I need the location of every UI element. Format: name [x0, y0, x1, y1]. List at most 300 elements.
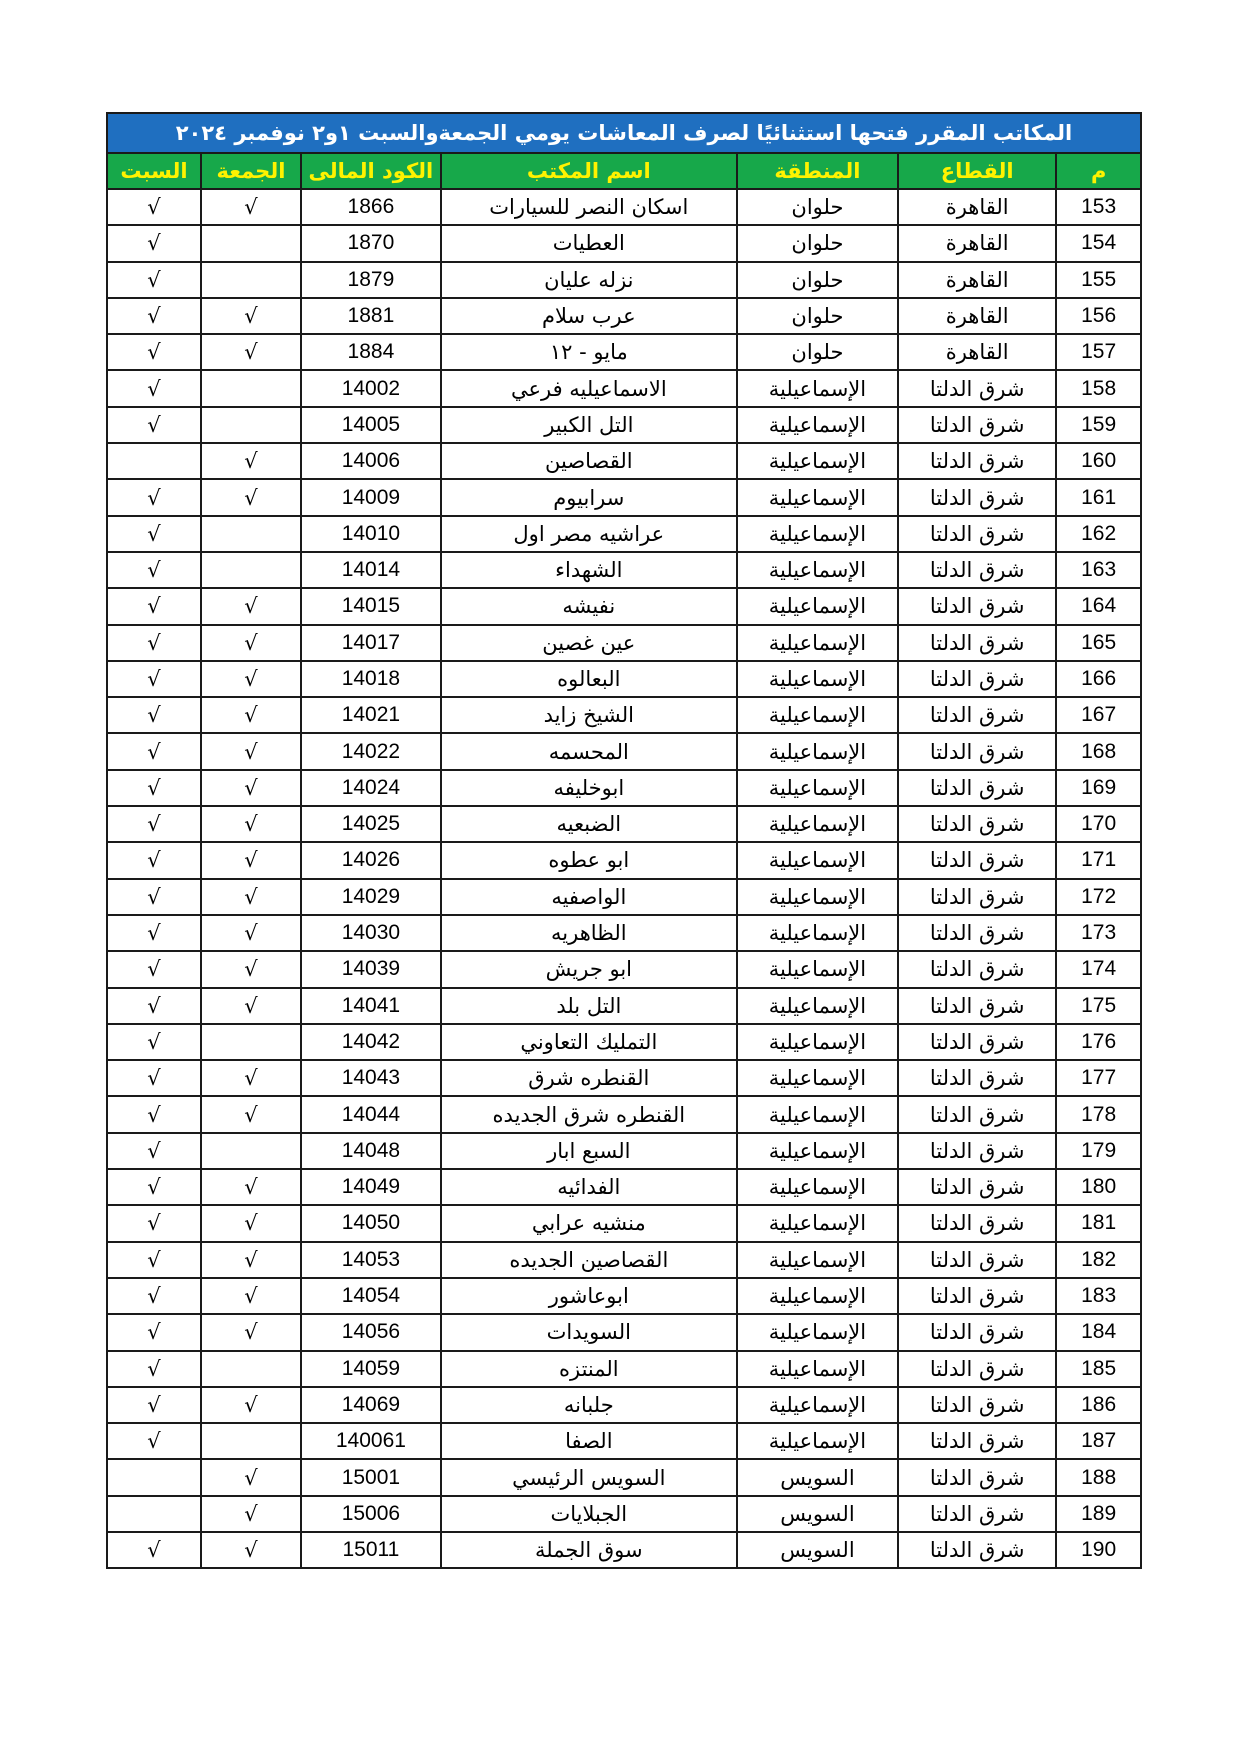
cell-num: 184	[1056, 1314, 1141, 1350]
header-region: المنطقة	[737, 153, 898, 189]
cell-code: 14069	[301, 1387, 441, 1423]
table-row	[107, 334, 1141, 370]
cell-office: البعالوه	[441, 661, 737, 697]
cell-region: الإسماعيلية	[737, 661, 898, 697]
table-row	[107, 225, 1141, 261]
cell-saturday: √	[107, 1532, 201, 1568]
cell-office: نزله عليان	[441, 262, 737, 298]
cell-num: 168	[1056, 733, 1141, 769]
cell-region: حلوان	[737, 334, 898, 370]
cell-saturday: √	[107, 1387, 201, 1423]
table-row	[107, 516, 1141, 552]
cell-office: سوق الجملة	[441, 1532, 737, 1568]
table-title: المكاتب المقرر فتحها استثنائيًا لصرف المعاشات يومي الجمعةوالسبت ١و٢ نوفمبر ٢٠٢٤	[107, 113, 1141, 153]
cell-region: حلوان	[737, 298, 898, 334]
cell-office: المحسمه	[441, 733, 737, 769]
cell-sector: شرق الدلتا	[898, 661, 1056, 697]
header-num: م	[1056, 153, 1141, 189]
cell-code: 14022	[301, 733, 441, 769]
table-row	[107, 1205, 1141, 1241]
cell-sector: شرق الدلتا	[898, 770, 1056, 806]
cell-friday: √	[201, 1459, 301, 1495]
cell-saturday: √	[107, 951, 201, 987]
cell-region: الإسماعيلية	[737, 951, 898, 987]
cell-saturday: √	[107, 588, 201, 624]
table-row	[107, 298, 1141, 334]
cell-office: منشيه عرابي	[441, 1205, 737, 1241]
cell-friday	[201, 262, 301, 298]
cell-region: الإسماعيلية	[737, 842, 898, 878]
cell-num: 165	[1056, 625, 1141, 661]
cell-office: نفيشه	[441, 588, 737, 624]
cell-num: 185	[1056, 1351, 1141, 1387]
cell-code: 14059	[301, 1351, 441, 1387]
cell-saturday: √	[107, 879, 201, 915]
cell-region: الإسماعيلية	[737, 697, 898, 733]
cell-sector: شرق الدلتا	[898, 1133, 1056, 1169]
cell-code: 14044	[301, 1096, 441, 1132]
cell-sector: شرق الدلتا	[898, 697, 1056, 733]
cell-friday: √	[201, 842, 301, 878]
cell-code: 1866	[301, 189, 441, 225]
cell-sector: شرق الدلتا	[898, 988, 1056, 1024]
cell-sector: شرق الدلتا	[898, 951, 1056, 987]
cell-region: حلوان	[737, 225, 898, 261]
cell-saturday: √	[107, 988, 201, 1024]
cell-num: 163	[1056, 552, 1141, 588]
table-row	[107, 189, 1141, 225]
table-row	[107, 1423, 1141, 1459]
cell-num: 167	[1056, 697, 1141, 733]
cell-code: 1884	[301, 334, 441, 370]
cell-num: 180	[1056, 1169, 1141, 1205]
cell-office: السويس الرئيسي	[441, 1459, 737, 1495]
cell-num: 161	[1056, 479, 1141, 515]
cell-office: جلبانه	[441, 1387, 737, 1423]
cell-friday: √	[201, 879, 301, 915]
cell-sector: شرق الدلتا	[898, 625, 1056, 661]
table-row	[107, 733, 1141, 769]
cell-friday	[201, 225, 301, 261]
cell-region: الإسماعيلية	[737, 1024, 898, 1060]
cell-code: 14005	[301, 407, 441, 443]
cell-friday: √	[201, 334, 301, 370]
table-row	[107, 407, 1141, 443]
cell-code: 14053	[301, 1242, 441, 1278]
cell-office: التل الكبير	[441, 407, 737, 443]
cell-saturday: √	[107, 842, 201, 878]
cell-code: 14026	[301, 842, 441, 878]
cell-sector: شرق الدلتا	[898, 879, 1056, 915]
cell-num: 162	[1056, 516, 1141, 552]
table-row	[107, 988, 1141, 1024]
cell-sector: شرق الدلتا	[898, 733, 1056, 769]
cell-num: 153	[1056, 189, 1141, 225]
table-row	[107, 1532, 1141, 1568]
cell-saturday: √	[107, 661, 201, 697]
cell-sector: شرق الدلتا	[898, 370, 1056, 406]
cell-sector: شرق الدلتا	[898, 1459, 1056, 1495]
cell-region: الإسماعيلية	[737, 733, 898, 769]
cell-num: 166	[1056, 661, 1141, 697]
cell-code: 14014	[301, 552, 441, 588]
cell-region: الإسماعيلية	[737, 915, 898, 951]
cell-saturday	[107, 1496, 201, 1532]
cell-friday: √	[201, 988, 301, 1024]
cell-office: المنتزه	[441, 1351, 737, 1387]
table-row	[107, 661, 1141, 697]
cell-saturday: √	[107, 1423, 201, 1459]
cell-region: الإسماعيلية	[737, 1169, 898, 1205]
cell-code: 14006	[301, 443, 441, 479]
cell-sector: شرق الدلتا	[898, 552, 1056, 588]
cell-code: 14049	[301, 1169, 441, 1205]
table-row	[107, 1351, 1141, 1387]
header-sector: القطاع	[898, 153, 1056, 189]
cell-region: الإسماعيلية	[737, 588, 898, 624]
table-row	[107, 443, 1141, 479]
cell-friday: √	[201, 1242, 301, 1278]
cell-num: 176	[1056, 1024, 1141, 1060]
cell-region: الإسماعيلية	[737, 1205, 898, 1241]
cell-friday	[201, 1351, 301, 1387]
cell-friday: √	[201, 1096, 301, 1132]
cell-code: 1881	[301, 298, 441, 334]
cell-office: عرب سلام	[441, 298, 737, 334]
table-row	[107, 1096, 1141, 1132]
cell-sector: شرق الدلتا	[898, 1169, 1056, 1205]
cell-sector: شرق الدلتا	[898, 1387, 1056, 1423]
table-row	[107, 1242, 1141, 1278]
cell-num: 171	[1056, 842, 1141, 878]
cell-saturday: √	[107, 552, 201, 588]
cell-friday: √	[201, 951, 301, 987]
cell-code: 14030	[301, 915, 441, 951]
cell-region: الإسماعيلية	[737, 879, 898, 915]
table-row	[107, 879, 1141, 915]
table-row	[107, 1496, 1141, 1532]
cell-code: 14043	[301, 1060, 441, 1096]
cell-sector: شرق الدلتا	[898, 516, 1056, 552]
cell-region: الإسماعيلية	[737, 1133, 898, 1169]
cell-friday: √	[201, 1496, 301, 1532]
cell-friday: √	[201, 625, 301, 661]
table-row	[107, 625, 1141, 661]
cell-saturday: √	[107, 1205, 201, 1241]
cell-saturday: √	[107, 806, 201, 842]
cell-sector: القاهرة	[898, 225, 1056, 261]
cell-region: الإسماعيلية	[737, 370, 898, 406]
cell-saturday: √	[107, 370, 201, 406]
cell-region: الإسماعيلية	[737, 1278, 898, 1314]
cell-office: مايو - ١٢	[441, 334, 737, 370]
cell-friday	[201, 1423, 301, 1459]
cell-office: العطيات	[441, 225, 737, 261]
cell-num: 164	[1056, 588, 1141, 624]
cell-sector: شرق الدلتا	[898, 588, 1056, 624]
cell-office: التمليك التعاوني	[441, 1024, 737, 1060]
cell-num: 174	[1056, 951, 1141, 987]
cell-friday: √	[201, 298, 301, 334]
cell-code: 14024	[301, 770, 441, 806]
cell-saturday: √	[107, 516, 201, 552]
cell-saturday	[107, 1459, 201, 1495]
cell-sector: شرق الدلتا	[898, 1096, 1056, 1132]
cell-friday: √	[201, 1278, 301, 1314]
cell-saturday: √	[107, 262, 201, 298]
title-row	[107, 113, 1141, 153]
table-row	[107, 951, 1141, 987]
cell-region: الإسماعيلية	[737, 552, 898, 588]
table-row	[107, 262, 1141, 298]
header-office: اسم المكتب	[441, 153, 737, 189]
cell-num: 172	[1056, 879, 1141, 915]
cell-region: الإسماعيلية	[737, 1314, 898, 1350]
header-code: الكود المالى	[301, 153, 441, 189]
cell-region: الإسماعيلية	[737, 770, 898, 806]
cell-num: 183	[1056, 1278, 1141, 1314]
cell-office: التل بلد	[441, 988, 737, 1024]
cell-friday: √	[201, 1387, 301, 1423]
table-row	[107, 370, 1141, 406]
cell-saturday: √	[107, 697, 201, 733]
cell-code: 14039	[301, 951, 441, 987]
cell-code: 15011	[301, 1532, 441, 1568]
cell-sector: شرق الدلتا	[898, 806, 1056, 842]
cell-saturday: √	[107, 625, 201, 661]
cell-num: 173	[1056, 915, 1141, 951]
table-row	[107, 842, 1141, 878]
cell-office: الظاهريه	[441, 915, 737, 951]
cell-code: 14018	[301, 661, 441, 697]
table-row	[107, 1024, 1141, 1060]
cell-office: ابو عطوه	[441, 842, 737, 878]
cell-saturday: √	[107, 298, 201, 334]
cell-office: الواصفيه	[441, 879, 737, 915]
cell-saturday: √	[107, 1060, 201, 1096]
cell-region: الإسماعيلية	[737, 806, 898, 842]
cell-saturday: √	[107, 733, 201, 769]
cell-saturday: √	[107, 1133, 201, 1169]
cell-saturday: √	[107, 1314, 201, 1350]
cell-region: الإسماعيلية	[737, 443, 898, 479]
cell-sector: شرق الدلتا	[898, 1496, 1056, 1532]
cell-region: الإسماعيلية	[737, 625, 898, 661]
cell-friday: √	[201, 1205, 301, 1241]
cell-sector: شرق الدلتا	[898, 479, 1056, 515]
cell-friday: √	[201, 915, 301, 951]
cell-friday	[201, 1133, 301, 1169]
cell-code: 14010	[301, 516, 441, 552]
cell-saturday: √	[107, 479, 201, 515]
cell-friday: √	[201, 1060, 301, 1096]
cell-code: 1879	[301, 262, 441, 298]
cell-office: السويدات	[441, 1314, 737, 1350]
cell-code: 1870	[301, 225, 441, 261]
cell-num: 177	[1056, 1060, 1141, 1096]
cell-num: 175	[1056, 988, 1141, 1024]
cell-num: 160	[1056, 443, 1141, 479]
cell-sector: شرق الدلتا	[898, 1278, 1056, 1314]
cell-region: الإسماعيلية	[737, 516, 898, 552]
cell-num: 186	[1056, 1387, 1141, 1423]
header-saturday: السبت	[107, 153, 201, 189]
cell-code: 15006	[301, 1496, 441, 1532]
cell-num: 178	[1056, 1096, 1141, 1132]
cell-num: 189	[1056, 1496, 1141, 1532]
cell-code: 140061	[301, 1423, 441, 1459]
cell-region: الإسماعيلية	[737, 988, 898, 1024]
cell-friday: √	[201, 588, 301, 624]
cell-office: الشيخ زايد	[441, 697, 737, 733]
cell-region: الإسماعيلية	[737, 1387, 898, 1423]
cell-num: 169	[1056, 770, 1141, 806]
cell-code: 14042	[301, 1024, 441, 1060]
cell-code: 14048	[301, 1133, 441, 1169]
cell-num: 157	[1056, 334, 1141, 370]
cell-sector: شرق الدلتا	[898, 1024, 1056, 1060]
cell-office: الشهداء	[441, 552, 737, 588]
cell-region: الإسماعيلية	[737, 1060, 898, 1096]
cell-sector: شرق الدلتا	[898, 407, 1056, 443]
header-friday: الجمعة	[201, 153, 301, 189]
cell-sector: شرق الدلتا	[898, 443, 1056, 479]
cell-region: الإسماعيلية	[737, 1423, 898, 1459]
cell-code: 14054	[301, 1278, 441, 1314]
cell-sector: شرق الدلتا	[898, 1423, 1056, 1459]
table-row	[107, 479, 1141, 515]
cell-region: السويس	[737, 1459, 898, 1495]
cell-sector: القاهرة	[898, 298, 1056, 334]
cell-sector: شرق الدلتا	[898, 1242, 1056, 1278]
cell-friday: √	[201, 770, 301, 806]
table-row	[107, 1060, 1141, 1096]
cell-saturday: √	[107, 770, 201, 806]
cell-region: حلوان	[737, 189, 898, 225]
cell-office: الضبعيه	[441, 806, 737, 842]
cell-num: 158	[1056, 370, 1141, 406]
cell-office: سرابيوم	[441, 479, 737, 515]
cell-code: 14029	[301, 879, 441, 915]
cell-code: 15001	[301, 1459, 441, 1495]
cell-friday	[201, 370, 301, 406]
table-row	[107, 697, 1141, 733]
cell-num: 179	[1056, 1133, 1141, 1169]
cell-code: 14021	[301, 697, 441, 733]
cell-num: 187	[1056, 1423, 1141, 1459]
cell-num: 182	[1056, 1242, 1141, 1278]
table-row	[107, 1387, 1141, 1423]
cell-friday	[201, 516, 301, 552]
cell-saturday: √	[107, 1024, 201, 1060]
cell-num: 188	[1056, 1459, 1141, 1495]
cell-friday: √	[201, 479, 301, 515]
cell-sector: شرق الدلتا	[898, 1532, 1056, 1568]
cell-saturday: √	[107, 1278, 201, 1314]
cell-sector: القاهرة	[898, 334, 1056, 370]
cell-friday: √	[201, 1314, 301, 1350]
table-row	[107, 1278, 1141, 1314]
table-row	[107, 588, 1141, 624]
table-body	[107, 189, 1141, 1568]
cell-office: الاسماعيليه فرعي	[441, 370, 737, 406]
cell-office: عراشيه مصر اول	[441, 516, 737, 552]
table-row	[107, 770, 1141, 806]
table-row	[107, 1133, 1141, 1169]
cell-num: 154	[1056, 225, 1141, 261]
cell-friday: √	[201, 733, 301, 769]
cell-num: 170	[1056, 806, 1141, 842]
cell-sector: القاهرة	[898, 262, 1056, 298]
cell-friday: √	[201, 661, 301, 697]
cell-saturday: √	[107, 1169, 201, 1205]
cell-friday	[201, 407, 301, 443]
cell-office: القنطره شرق	[441, 1060, 737, 1096]
cell-saturday: √	[107, 225, 201, 261]
cell-office: القنطره شرق الجديده	[441, 1096, 737, 1132]
cell-num: 155	[1056, 262, 1141, 298]
cell-sector: شرق الدلتا	[898, 1314, 1056, 1350]
cell-region: الإسماعيلية	[737, 1096, 898, 1132]
cell-region: الإسماعيلية	[737, 1242, 898, 1278]
cell-saturday: √	[107, 334, 201, 370]
cell-sector: شرق الدلتا	[898, 1351, 1056, 1387]
cell-office: القصاصين الجديده	[441, 1242, 737, 1278]
cell-friday: √	[201, 1169, 301, 1205]
cell-code: 14025	[301, 806, 441, 842]
cell-friday: √	[201, 806, 301, 842]
cell-saturday: √	[107, 189, 201, 225]
table-row	[107, 552, 1141, 588]
cell-region: السويس	[737, 1496, 898, 1532]
table-row	[107, 1459, 1141, 1495]
cell-saturday: √	[107, 407, 201, 443]
cell-region: الإسماعيلية	[737, 479, 898, 515]
cell-friday: √	[201, 189, 301, 225]
cell-sector: القاهرة	[898, 189, 1056, 225]
cell-friday	[201, 1024, 301, 1060]
table-row	[107, 915, 1141, 951]
cell-office: ابو جريش	[441, 951, 737, 987]
cell-sector: شرق الدلتا	[898, 1205, 1056, 1241]
cell-region: الإسماعيلية	[737, 1351, 898, 1387]
cell-saturday: √	[107, 1096, 201, 1132]
cell-friday: √	[201, 443, 301, 479]
cell-office: القصاصين	[441, 443, 737, 479]
cell-sector: شرق الدلتا	[898, 842, 1056, 878]
cell-num: 181	[1056, 1205, 1141, 1241]
cell-num: 159	[1056, 407, 1141, 443]
cell-region: الإسماعيلية	[737, 407, 898, 443]
offices-table	[106, 112, 1142, 1569]
cell-code: 14002	[301, 370, 441, 406]
cell-code: 14017	[301, 625, 441, 661]
cell-code: 14015	[301, 588, 441, 624]
cell-saturday: √	[107, 1242, 201, 1278]
cell-office: ابوعاشور	[441, 1278, 737, 1314]
cell-num: 190	[1056, 1532, 1141, 1568]
cell-saturday	[107, 443, 201, 479]
cell-office: اسكان النصر للسيارات	[441, 189, 737, 225]
cell-friday: √	[201, 697, 301, 733]
cell-office: عين غصين	[441, 625, 737, 661]
table-row	[107, 806, 1141, 842]
cell-code: 14050	[301, 1205, 441, 1241]
table-row	[107, 1314, 1141, 1350]
cell-num: 156	[1056, 298, 1141, 334]
cell-office: الفدائيه	[441, 1169, 737, 1205]
cell-region: السويس	[737, 1532, 898, 1568]
